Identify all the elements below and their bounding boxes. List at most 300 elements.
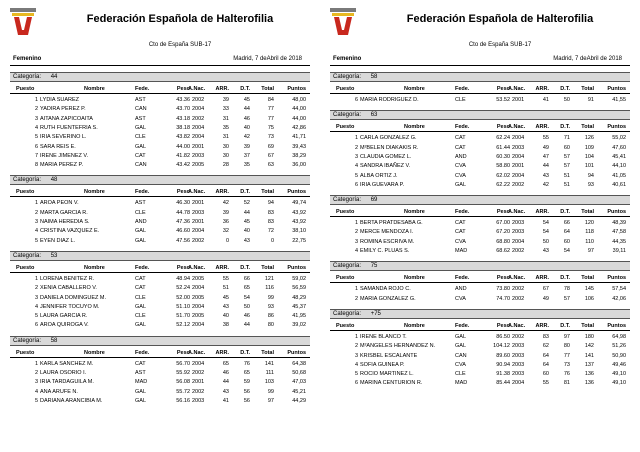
birth-year: 2003 xyxy=(512,343,525,350)
gender-label: Femenino xyxy=(333,56,362,62)
snatch: 40 xyxy=(222,313,229,320)
column-header-fede: Fede. xyxy=(135,349,150,356)
position: 5 xyxy=(34,397,38,404)
total: 83 xyxy=(267,209,274,216)
birth-year: 2004 xyxy=(192,285,205,292)
column-header-arr: ARR. xyxy=(535,209,549,216)
table-row xyxy=(10,275,310,284)
athlete-name: AROA PEON V. xyxy=(40,200,79,207)
federation: AST xyxy=(135,97,146,103)
snatch: 38 xyxy=(222,322,229,329)
position: 4 xyxy=(354,361,358,368)
column-header-nombre: Nombre xyxy=(84,189,105,196)
body-weight: 52.12 xyxy=(176,322,190,329)
federation: GAL xyxy=(455,333,467,340)
federation: CVA xyxy=(455,361,466,368)
federation: CVA xyxy=(455,172,466,179)
athlete-name: M²ANGELES HERNANDEZ N. xyxy=(360,343,436,350)
position: 3 xyxy=(354,153,358,160)
column-header-fede: Fede. xyxy=(455,209,470,216)
position: 6 xyxy=(34,143,38,150)
column-header-total: Total xyxy=(261,349,274,356)
category-name: 44 xyxy=(50,74,58,80)
total: 86 xyxy=(267,313,274,320)
position: 1 xyxy=(34,275,38,282)
points: 56,59 xyxy=(292,285,306,292)
points: 38,10 xyxy=(292,228,306,235)
column-header-peso: Peso xyxy=(176,189,190,196)
column-header-peso: Peso xyxy=(176,86,190,92)
body-weight: 43.82 xyxy=(176,134,190,141)
table-row xyxy=(10,105,310,114)
snatch: 41 xyxy=(222,397,229,404)
snatch: 49 xyxy=(542,295,549,302)
clean-jerk: 50 xyxy=(563,97,570,103)
category-name: 58 xyxy=(370,74,378,80)
column-header-anac: A.Nac. xyxy=(508,322,526,329)
points: 43,92 xyxy=(292,219,306,225)
federation: CLE xyxy=(135,134,146,141)
column-header-puntos: Puntos xyxy=(607,124,626,131)
athlete-name: IRENE JIMENEZ V. xyxy=(40,152,89,159)
position: 1 xyxy=(354,333,358,340)
total: 141 xyxy=(264,360,274,367)
category-label: Categoría: xyxy=(333,263,362,270)
column-header-anac: A.Nac. xyxy=(188,189,206,196)
athlete-name: MERCE MENDOZA I. xyxy=(360,229,414,236)
federation: CLE xyxy=(135,209,146,216)
athlete-name: LAURA OSORIO I. xyxy=(40,370,87,376)
category-bar xyxy=(330,110,630,120)
points: 50,68 xyxy=(292,370,306,376)
clean-jerk: 66 xyxy=(243,275,250,282)
birth-year: 2003 xyxy=(192,397,205,404)
birth-year: 2004 xyxy=(192,106,205,113)
column-header-dt: D.T. xyxy=(240,86,250,92)
federation: GAL xyxy=(135,397,147,404)
athlete-name: IRENE BLANCO T. xyxy=(360,333,407,340)
birth-year: 2004 xyxy=(192,360,205,367)
body-weight: 55.92 xyxy=(176,370,190,376)
competition-title: Cto de España SUB-17 xyxy=(468,42,532,48)
table-row xyxy=(330,219,630,228)
points: 49,10 xyxy=(612,371,626,378)
birth-year: 2003 xyxy=(512,371,525,378)
points: 51,26 xyxy=(612,343,626,350)
body-weight: 43.18 xyxy=(176,115,190,122)
clean-jerk: 59 xyxy=(243,379,250,386)
federation: CAT xyxy=(455,144,466,151)
column-header-arr: ARR. xyxy=(215,264,229,271)
athlete-name: EMILY C. PLUAS S. xyxy=(360,248,410,254)
clean-jerk: 60 xyxy=(563,144,570,151)
birth-year: 2003 xyxy=(512,361,525,368)
points: 39,43 xyxy=(292,143,306,150)
clean-jerk: 81 xyxy=(563,380,570,387)
snatch: 30 xyxy=(222,152,229,159)
table-header xyxy=(10,85,310,94)
points: 41,71 xyxy=(292,134,306,141)
position: 4 xyxy=(34,303,38,310)
snatch: 45 xyxy=(222,294,229,301)
federation: CAT xyxy=(135,285,146,292)
total: 141 xyxy=(584,352,594,359)
clean-jerk: 37 xyxy=(243,152,250,159)
athlete-name: KARLA SANCHEZ M. xyxy=(40,360,94,367)
points: 41,95 xyxy=(292,313,306,320)
column-header-dt: D.T. xyxy=(240,189,250,196)
table-row xyxy=(10,294,310,303)
position: 5 xyxy=(34,134,38,141)
table-row xyxy=(330,333,630,342)
table-row xyxy=(330,285,630,294)
total: 84 xyxy=(267,97,274,103)
body-weight: 86.50 xyxy=(496,333,510,340)
points: 45,21 xyxy=(292,388,306,395)
snatch: 30 xyxy=(222,143,229,150)
column-header-puntos: Puntos xyxy=(287,264,306,271)
column-header-total: Total xyxy=(581,86,594,92)
position: 6 xyxy=(354,181,358,188)
category-label: Categoría: xyxy=(13,252,42,259)
column-header-puesto: Puesto xyxy=(16,189,35,196)
column-header-arr: ARR. xyxy=(215,349,229,356)
athlete-name: MARIA PEREZ P. xyxy=(40,162,83,169)
table-row xyxy=(330,238,630,247)
snatch: 32 xyxy=(222,228,229,235)
birth-year: 2003 xyxy=(512,144,525,151)
column-header-dt: D.T. xyxy=(560,322,570,329)
federation: GAL xyxy=(135,124,147,131)
birth-year: 2002 xyxy=(512,248,525,254)
snatch: 28 xyxy=(222,162,229,169)
federation: CAT xyxy=(455,135,466,142)
body-weight: 43.36 xyxy=(176,97,190,103)
position: 3 xyxy=(354,352,358,359)
points: 40,61 xyxy=(612,181,626,188)
body-weight: 85.44 xyxy=(496,380,510,387)
clean-jerk: 76 xyxy=(243,360,250,367)
table-row xyxy=(10,237,310,246)
snatch: 51 xyxy=(222,285,229,292)
snatch: 31 xyxy=(222,134,229,141)
federation: AND xyxy=(455,286,467,293)
birth-year: 2004 xyxy=(192,134,205,141)
category-bar xyxy=(10,336,310,346)
column-header-peso: Peso xyxy=(496,124,510,131)
table-header xyxy=(330,274,630,283)
birth-year: 2004 xyxy=(192,124,205,131)
total: 75 xyxy=(267,124,274,131)
snatch: 33 xyxy=(222,106,229,113)
birth-year: 2004 xyxy=(192,228,205,235)
snatch: 31 xyxy=(222,115,229,122)
position: 6 xyxy=(354,97,358,103)
clean-jerk: 45 xyxy=(243,219,250,225)
column-header-fede: Fede. xyxy=(135,264,150,271)
category-name: 75 xyxy=(370,263,378,270)
column-header-puntos: Puntos xyxy=(607,275,626,282)
birth-year: 2004 xyxy=(512,135,525,142)
clean-jerk: 54 xyxy=(243,294,250,301)
total: 136 xyxy=(584,380,594,387)
table-row xyxy=(10,388,310,397)
category-name: 53 xyxy=(50,252,58,259)
athlete-name: RUTH FUENTEFRIA S. xyxy=(40,124,98,131)
federation: GAL xyxy=(135,143,147,150)
clean-jerk: 57 xyxy=(563,153,570,160)
column-header-anac: A.Nac. xyxy=(188,264,206,271)
clean-jerk: 45 xyxy=(243,97,250,103)
divider xyxy=(330,65,630,66)
total: 72 xyxy=(267,228,274,235)
points: 44,00 xyxy=(292,115,306,122)
birth-year: 2002 xyxy=(512,181,525,188)
birth-year: 2003 xyxy=(192,152,205,159)
federation-title: Federación Española de Halterofilia xyxy=(86,13,274,25)
column-header-nombre: Nombre xyxy=(84,349,105,356)
clean-jerk: 46 xyxy=(243,313,250,320)
athlete-name: ROCIO MARTINEZ L. xyxy=(360,371,414,378)
total: 99 xyxy=(267,294,274,301)
table-row xyxy=(10,152,310,161)
federation: CAN xyxy=(135,106,147,113)
position: 5 xyxy=(34,237,38,244)
table-row xyxy=(10,303,310,312)
body-weight: 52.00 xyxy=(176,294,190,301)
athlete-name: IRIA TARDAGUILA M. xyxy=(40,379,94,386)
birth-year: 2003 xyxy=(512,220,525,227)
column-header-arr: ARR. xyxy=(535,275,549,282)
body-weight: 44.78 xyxy=(176,209,190,216)
points: 41,55 xyxy=(612,97,626,103)
snatch: 49 xyxy=(542,144,549,151)
snatch: 35 xyxy=(222,124,229,131)
birth-year: 2003 xyxy=(512,229,525,236)
snatch: 65 xyxy=(222,360,229,367)
total: 67 xyxy=(267,152,274,159)
category-label: Categoría: xyxy=(13,74,42,80)
category-name: 69 xyxy=(370,197,378,204)
birth-year: 2002 xyxy=(192,97,205,103)
column-header-fede: Fede. xyxy=(455,86,470,92)
federation-title: Federación Española de Halterofilia xyxy=(406,13,594,25)
body-weight: 89.60 xyxy=(496,352,510,359)
birth-year: 2001 xyxy=(192,379,205,386)
column-header-peso: Peso xyxy=(176,349,190,356)
total: 94 xyxy=(267,200,274,207)
snatch: 0 xyxy=(225,237,229,244)
position: 3 xyxy=(34,379,38,386)
position: 2 xyxy=(354,295,358,302)
category-bar xyxy=(10,175,310,185)
federation: CAT xyxy=(455,229,466,236)
body-weight: 61.44 xyxy=(496,144,510,151)
column-header-puntos: Puntos xyxy=(287,349,306,356)
body-weight: 62.24 xyxy=(496,135,510,142)
column-header-fede: Fede. xyxy=(455,275,470,282)
birth-year: 2004 xyxy=(512,380,525,387)
position: 8 xyxy=(34,162,38,169)
federation: CLE xyxy=(455,371,466,378)
birth-year: 2001 xyxy=(192,219,205,225)
table-row xyxy=(330,361,630,370)
athlete-name: LYDIA SUAREZ xyxy=(40,97,80,103)
column-header-arr: ARR. xyxy=(535,322,549,329)
birth-year: 2002 xyxy=(512,295,525,302)
snatch: 54 xyxy=(542,229,549,236)
table-row xyxy=(330,295,630,304)
position: 4 xyxy=(34,228,38,235)
position: 6 xyxy=(34,322,38,329)
clean-jerk: 66 xyxy=(563,220,570,227)
table-header xyxy=(330,208,630,217)
federation: CVA xyxy=(455,163,466,170)
total: 91 xyxy=(587,97,594,103)
clean-jerk: 43 xyxy=(243,237,250,244)
athlete-name: JENNIFER TOCUYO M. xyxy=(40,303,100,310)
table-row xyxy=(10,143,310,152)
federation: CAN xyxy=(135,162,147,169)
athlete-name: NAIMA HEREDIA S. xyxy=(40,219,90,225)
column-header-anac: A.Nac. xyxy=(508,209,526,216)
athlete-name: IRIA GUEVARA P. xyxy=(360,181,405,188)
column-header-dt: D.T. xyxy=(560,275,570,282)
gender-label: Femenino xyxy=(13,56,42,62)
clean-jerk: 50 xyxy=(243,303,250,310)
table-row xyxy=(10,312,310,321)
column-header-arr: ARR. xyxy=(215,86,229,92)
total: 145 xyxy=(584,286,594,293)
table-row xyxy=(10,378,310,387)
athlete-name: ROMINA ESCRIVA M. xyxy=(360,238,415,245)
athlete-name: MARIA GONZALEZ G. xyxy=(360,295,416,302)
column-header-nombre: Nombre xyxy=(84,86,105,92)
snatch: 83 xyxy=(542,333,549,340)
total: 63 xyxy=(267,162,274,169)
position: 2 xyxy=(354,229,358,236)
birth-year: 2004 xyxy=(192,322,205,329)
body-weight: 44.00 xyxy=(176,143,190,150)
column-header-total: Total xyxy=(581,322,594,329)
athlete-name: LORENA BENITEZ R. xyxy=(40,275,95,282)
federation-logo-icon xyxy=(8,8,38,36)
table-row xyxy=(10,227,310,236)
birth-year: 2001 xyxy=(512,163,525,170)
table-row xyxy=(10,284,310,293)
federation: AST xyxy=(135,370,146,376)
column-header-dt: D.T. xyxy=(240,349,250,356)
column-header-puesto: Puesto xyxy=(336,124,355,131)
total: 111 xyxy=(265,370,274,376)
federation: CLE xyxy=(135,313,146,320)
points: 55,02 xyxy=(612,135,626,142)
total: 109 xyxy=(584,144,594,151)
federation: CLE xyxy=(455,97,466,103)
athlete-name: CARLA GONZALEZ G. xyxy=(360,135,417,142)
birth-year: 2003 xyxy=(192,209,205,216)
points: 44,29 xyxy=(292,397,306,404)
total: 137 xyxy=(584,361,594,368)
clean-jerk: 57 xyxy=(563,163,570,170)
federation: GAL xyxy=(135,322,147,329)
table-row xyxy=(330,228,630,237)
column-header-puesto: Puesto xyxy=(16,86,35,92)
category-label: Categoría: xyxy=(333,112,362,119)
category-name: 58 xyxy=(50,337,58,344)
category-label: Categoría: xyxy=(333,310,362,317)
athlete-name: MARTA GARCIA R. xyxy=(40,209,88,216)
athlete-name: CRISTINA VAZQUEZ E. xyxy=(40,228,100,235)
points: 50,90 xyxy=(612,352,626,359)
points: 44,35 xyxy=(612,238,626,245)
body-weight: 56.08 xyxy=(176,379,190,386)
athlete-name: SOFIA GUINEA P. xyxy=(360,361,405,368)
clean-jerk: 52 xyxy=(243,200,250,207)
table-header xyxy=(330,123,630,132)
total: 118 xyxy=(585,229,594,236)
category-bar xyxy=(330,195,630,205)
athlete-name: KRISBEL ESCALANTE xyxy=(360,352,418,359)
clean-jerk: 65 xyxy=(243,285,250,292)
clean-jerk: 64 xyxy=(563,229,570,236)
column-header-arr: ARR. xyxy=(535,124,549,131)
column-header-peso: Peso xyxy=(176,264,190,271)
total: 80 xyxy=(267,322,274,329)
federation-logo-icon xyxy=(328,8,358,36)
birth-year: 2001 xyxy=(192,143,205,150)
clean-jerk: 57 xyxy=(563,295,570,302)
table-row xyxy=(10,369,310,378)
position: 1 xyxy=(34,97,38,103)
federation: AST xyxy=(135,115,146,122)
birth-year: 2002 xyxy=(192,115,205,122)
clean-jerk: 65 xyxy=(243,370,250,376)
column-header-peso: Peso xyxy=(496,275,510,282)
column-header-nombre: Nombre xyxy=(84,264,105,271)
clean-jerk: 44 xyxy=(243,322,250,329)
table-row xyxy=(330,162,630,171)
position: 1 xyxy=(354,220,358,227)
athlete-name: AITANA ZAPICOAITA xyxy=(40,115,93,122)
federation: GAL xyxy=(135,237,147,244)
body-weight: 56.16 xyxy=(176,397,190,404)
points: 36,00 xyxy=(292,162,306,169)
table-row xyxy=(10,161,310,170)
clean-jerk: 42 xyxy=(243,134,250,141)
points: 48,29 xyxy=(292,294,306,301)
total: 97 xyxy=(267,397,274,404)
points: 39,02 xyxy=(292,322,306,329)
clean-jerk: 60 xyxy=(563,238,570,245)
total: 99 xyxy=(267,388,274,395)
category-bar xyxy=(10,72,310,82)
athlete-name: AROA QUIROGA V. xyxy=(40,322,89,329)
position: 4 xyxy=(34,124,38,131)
birth-year: 2004 xyxy=(512,238,525,245)
body-weight: 41.82 xyxy=(176,152,190,159)
federation: MAD xyxy=(455,248,468,254)
points: 22,75 xyxy=(292,237,306,244)
snatch: 67 xyxy=(542,286,549,293)
birth-year: 2003 xyxy=(512,352,525,359)
table-header xyxy=(330,322,630,331)
snatch: 64 xyxy=(542,352,549,359)
body-weight: 43.42 xyxy=(176,162,190,169)
body-weight: 73.80 xyxy=(496,286,510,293)
column-header-nombre: Nombre xyxy=(404,86,425,92)
snatch: 55 xyxy=(542,135,549,142)
